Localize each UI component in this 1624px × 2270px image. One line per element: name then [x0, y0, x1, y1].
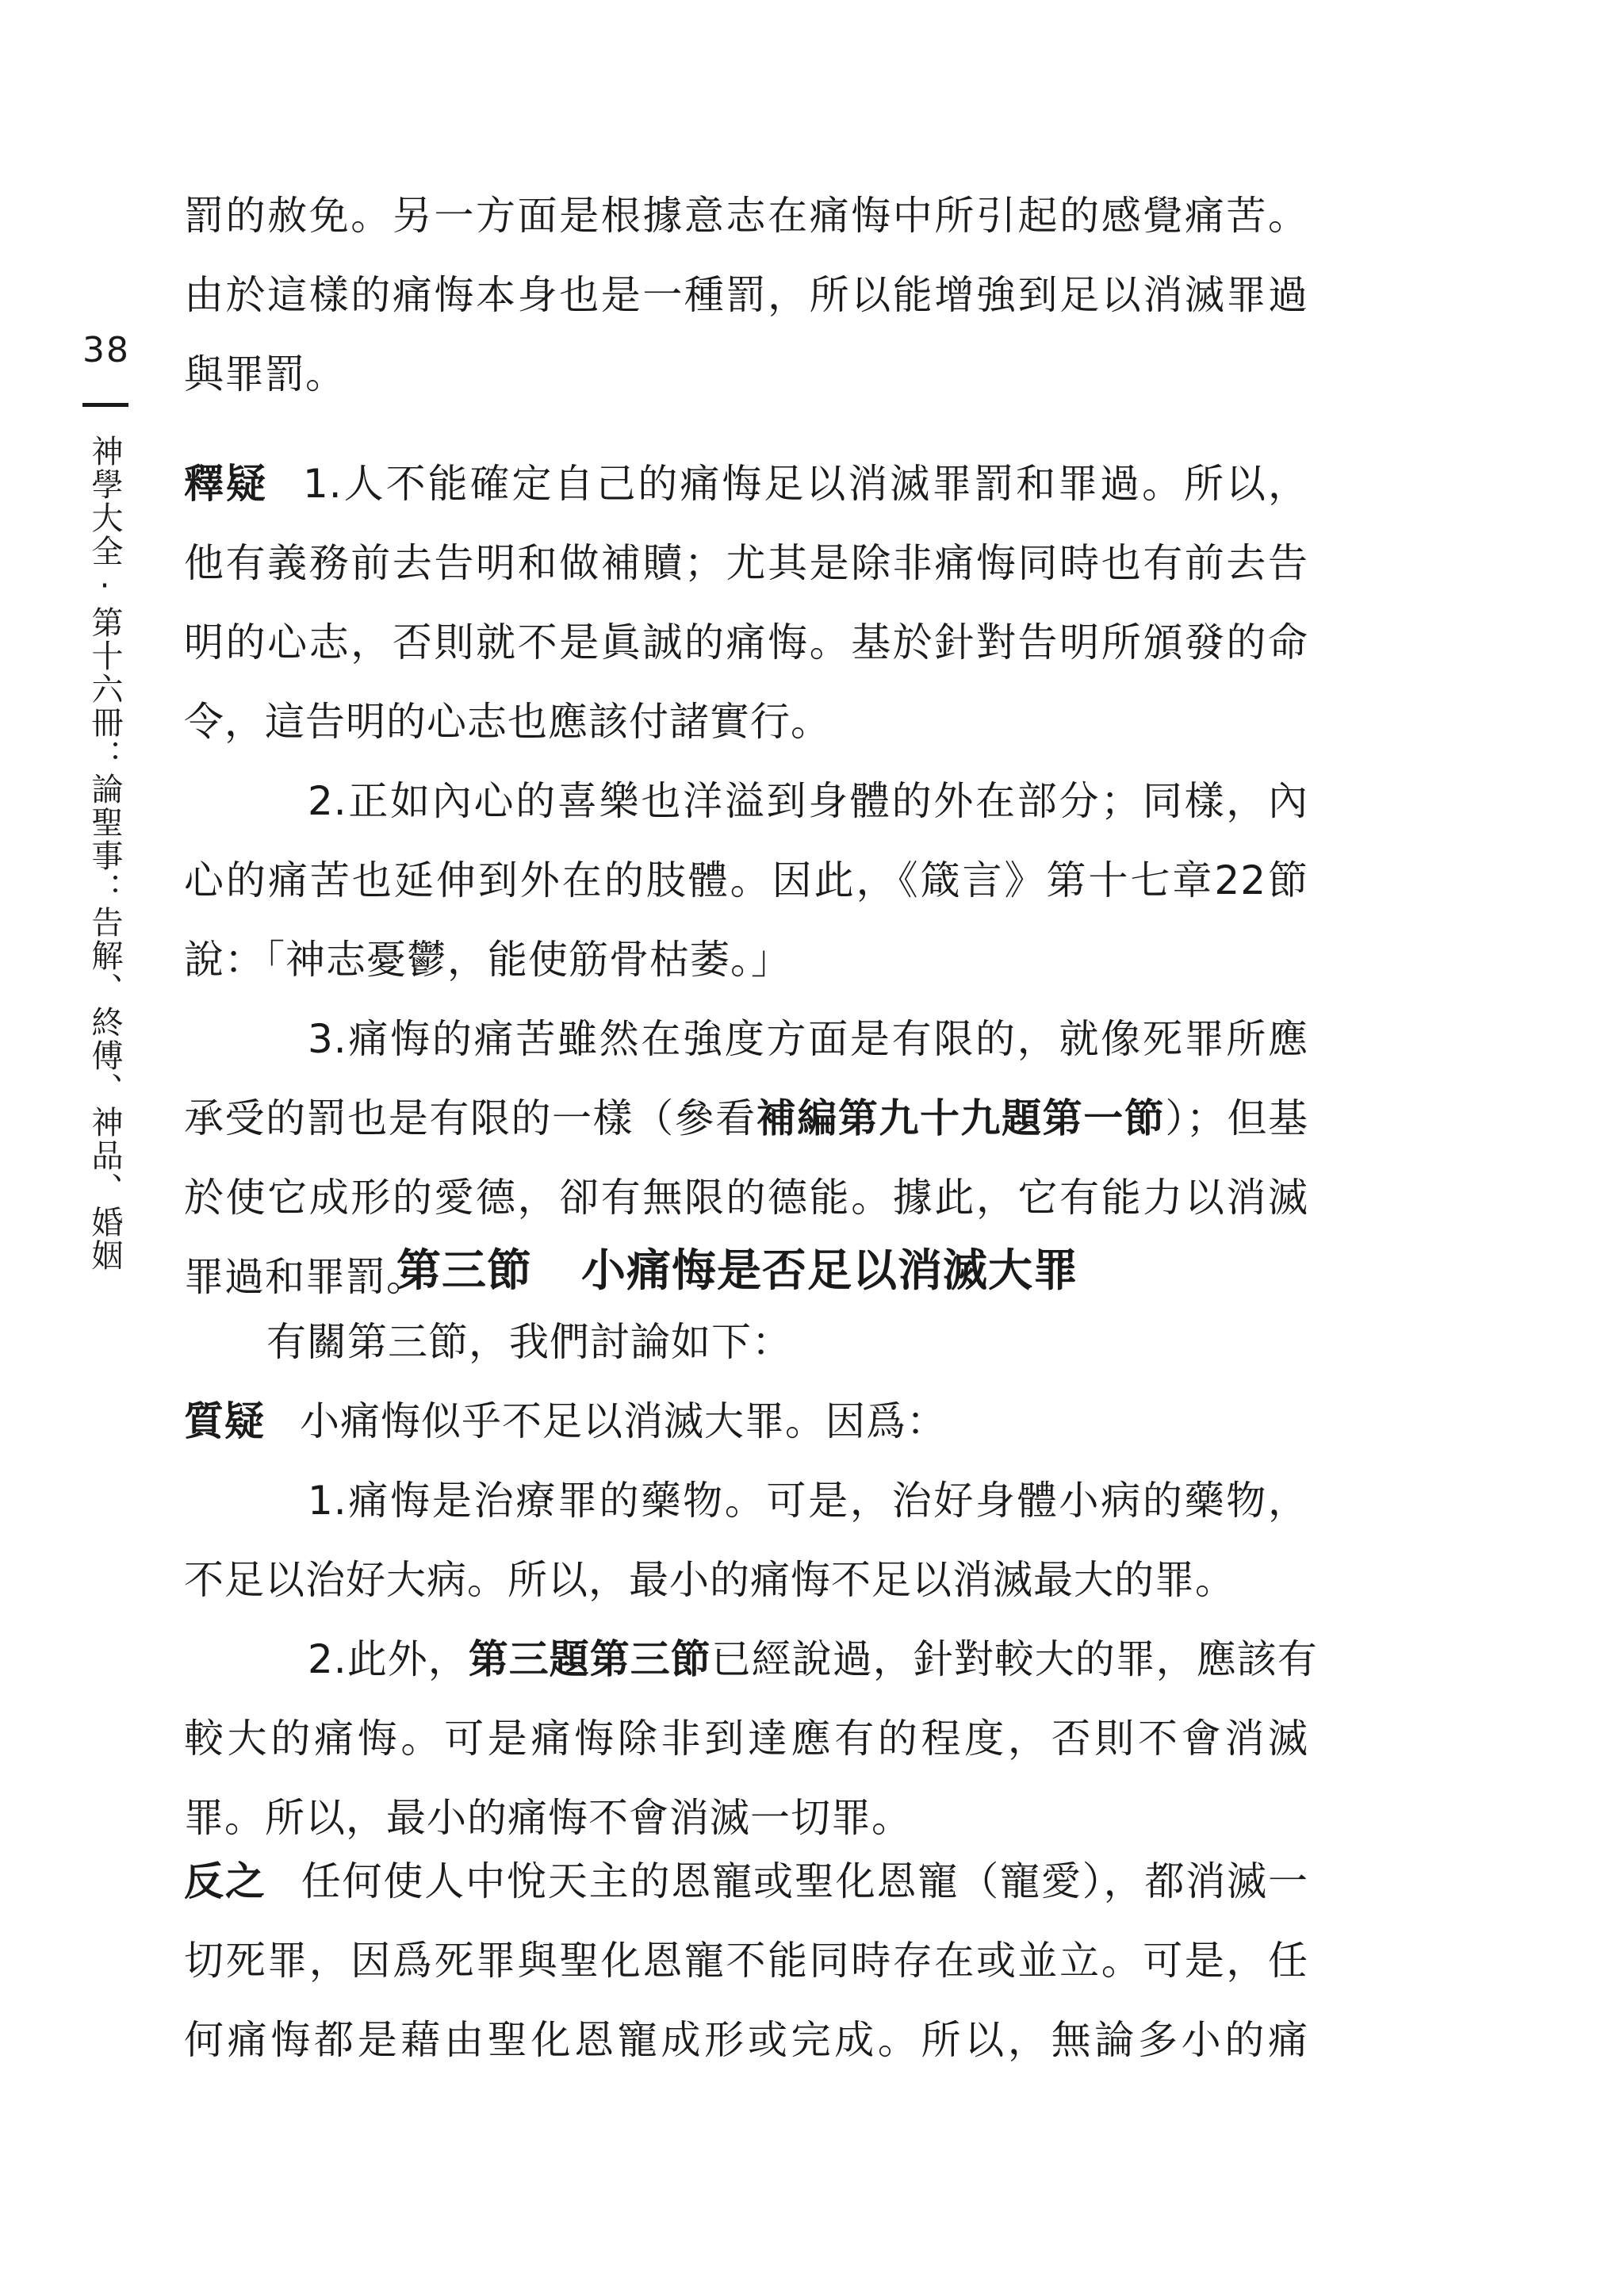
text-line: 何痛悔都是藉由聖化恩寵成形或完成。所以，無論多小的痛 [184, 2017, 1308, 2063]
text-line: 他有義務前去告明和做補贖；尤其是除非痛悔同時也有前去告 [184, 540, 1308, 586]
text-line [184, 1842, 1308, 1921]
sed-contra-text: 任何使人中悅天主的恩寵或聖化恩寵（寵愛），都消滅一 [301, 1858, 1309, 1904]
text-line [184, 1382, 1308, 1461]
text-line: 與罪罰。 [184, 351, 346, 397]
continuation-paragraph [184, 176, 1308, 414]
page-number: 38 [82, 330, 130, 370]
objections-section [184, 1302, 1318, 1858]
text-line [184, 1620, 1318, 1699]
text-line: 切死罪，因爲死罪與聖化恩寵不能同時存在或並立。可是，任 [184, 1938, 1308, 1984]
text-line: 罪。所以，最小的痛悔不會消滅一切罪。 [184, 1795, 912, 1841]
objections-label: 質疑 [184, 1398, 265, 1444]
text-line [184, 444, 1308, 523]
reply-1-text: 1.人不能確定自己的痛悔足以消滅罪罰和罪過。所以， [302, 461, 1308, 507]
section-title: 小痛悔是否足以消滅大罪 [581, 1244, 1078, 1297]
text-line: 罰的赦免。另一方面是根據意志在痛悔中所引起的感覺痛苦。 [184, 193, 1308, 239]
margin-rule [82, 403, 128, 407]
text-fragment: 說： [184, 937, 265, 983]
text-line [184, 920, 1308, 999]
section-intro: 有關第三節，我們討論如下： [266, 1319, 792, 1365]
cross-reference: 補編第九十九題第一節 [756, 1095, 1166, 1141]
replies-label: 釋疑 [184, 461, 268, 507]
sed-contra-label: 反之 [184, 1858, 266, 1904]
reply-2-text: 2.正如內心的喜樂也洋溢到身體的外在部分；同樣，內 [308, 778, 1308, 824]
replies-section [184, 444, 1308, 1317]
text-line: 明的心志，否則就不是眞誠的痛悔。基於針對告明所頒發的命 [184, 619, 1308, 665]
text-fragment: 2.此外， [308, 1636, 469, 1682]
text-line: 於使它成形的愛德，卻有無限的德能。據此，它有能力以消滅 [184, 1175, 1308, 1221]
text-line: 令，這告明的心志也應該付諸實行。 [184, 699, 831, 745]
section-number: 第三節 [396, 1244, 532, 1297]
scripture-quote: 「神志憂鬱，能使筋骨枯萎。」 [265, 937, 791, 983]
section-heading [396, 1239, 1078, 1302]
text-line [184, 1079, 1308, 1158]
text-line: 罪過和罪罰。 [184, 1254, 427, 1300]
reply-3-text: 3.痛悔的痛苦雖然在強度方面是有限的，就像死罪所應 [308, 1016, 1308, 1062]
text-line: 由於這樣的痛悔本身也是一種罰，所以能增強到足以消滅罪過 [184, 272, 1308, 318]
objection-lead: 小痛悔似乎不足以消滅大罪。因爲： [300, 1398, 947, 1444]
text-line: 較大的痛悔。可是痛悔除非到達應有的程度，否則不會消滅 [184, 1716, 1308, 1762]
cross-reference: 第三題第三節 [468, 1636, 711, 1682]
text-line: 心的痛苦也延伸到外在的肢體。因此，《箴言》第十七章22節 [184, 857, 1308, 903]
text-fragment: 已經說過，針對較大的罪，應該有 [710, 1636, 1318, 1682]
running-head: 神學大全·第十六冊：論聖事：告解、終傅、神品、婚姻 [86, 435, 123, 1272]
sed-contra-section [184, 1842, 1308, 2080]
objection-1-text: 1.痛悔是治療罪的藥物。可是，治好身體小病的藥物， [308, 1478, 1308, 1524]
text-fragment: 承受的罰也是有限的一樣（參看 [184, 1095, 756, 1141]
text-line: 不足以治好大病。所以，最小的痛悔不足以消滅最大的罪。 [184, 1557, 1235, 1603]
text-fragment: ）；但基 [1165, 1095, 1309, 1141]
